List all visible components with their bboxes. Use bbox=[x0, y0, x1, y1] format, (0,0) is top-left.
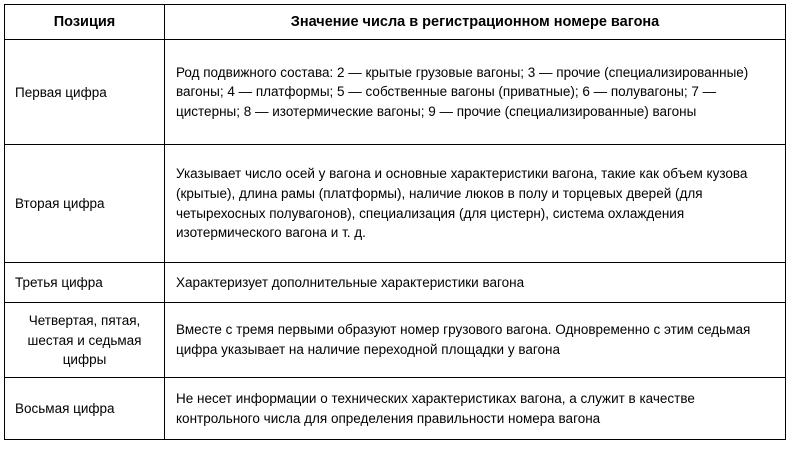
column-header-meaning: Значение числа в регистрационном номере вагона bbox=[165, 5, 786, 40]
cell-meaning: Вместе с тремя первыми образуют номер грузового вагона. Одновременно с этим седьмая цифра указывает на наличие переходной площадки у вагона bbox=[165, 303, 786, 378]
cell-position: Первая цифра bbox=[5, 40, 165, 145]
table-row bbox=[5, 378, 786, 440]
cell-meaning: Род подвижного состава: 2 — крытые грузовые вагоны; 3 — прочие (специализированные) вагоны; 4 — платформы; 5 — собственные вагоны (приватные); 6 — полувагоны; 7 — цистерны; 8 — изотермические вагоны; 9 — прочие (специализированные) вагоны bbox=[165, 40, 786, 145]
cell-meaning: Указывает число осей у вагона и основные характеристики вагона, такие как объем кузова (крытые), длина рамы (платформы), наличие люков в полу и торцевых дверей (для четырехосных полувагонов), специализация (для цистерн), система охлаждения изотермического вагона и т. д. bbox=[165, 145, 786, 263]
table-row bbox=[5, 263, 786, 303]
cell-position: Вторая цифра bbox=[5, 145, 165, 263]
table-header bbox=[5, 5, 786, 40]
wagon-number-specification-table bbox=[4, 4, 786, 440]
table-row bbox=[5, 145, 786, 263]
table-body bbox=[5, 40, 786, 440]
table-row bbox=[5, 40, 786, 145]
column-header-position: Позиция bbox=[5, 5, 165, 40]
cell-position: Восьмая цифра bbox=[5, 378, 165, 440]
cell-position: Третья цифра bbox=[5, 263, 165, 303]
cell-meaning: Не несет информации о технических характеристиках вагона, а служит в качестве контрольного числа для определения правильности номера вагона bbox=[165, 378, 786, 440]
cell-meaning: Характеризует дополнительные характеристики вагона bbox=[165, 263, 786, 303]
cell-position: Четвертая, пятая, шестая и седьмая цифры bbox=[5, 303, 165, 378]
table-header-row bbox=[5, 5, 786, 40]
table-row bbox=[5, 303, 786, 378]
